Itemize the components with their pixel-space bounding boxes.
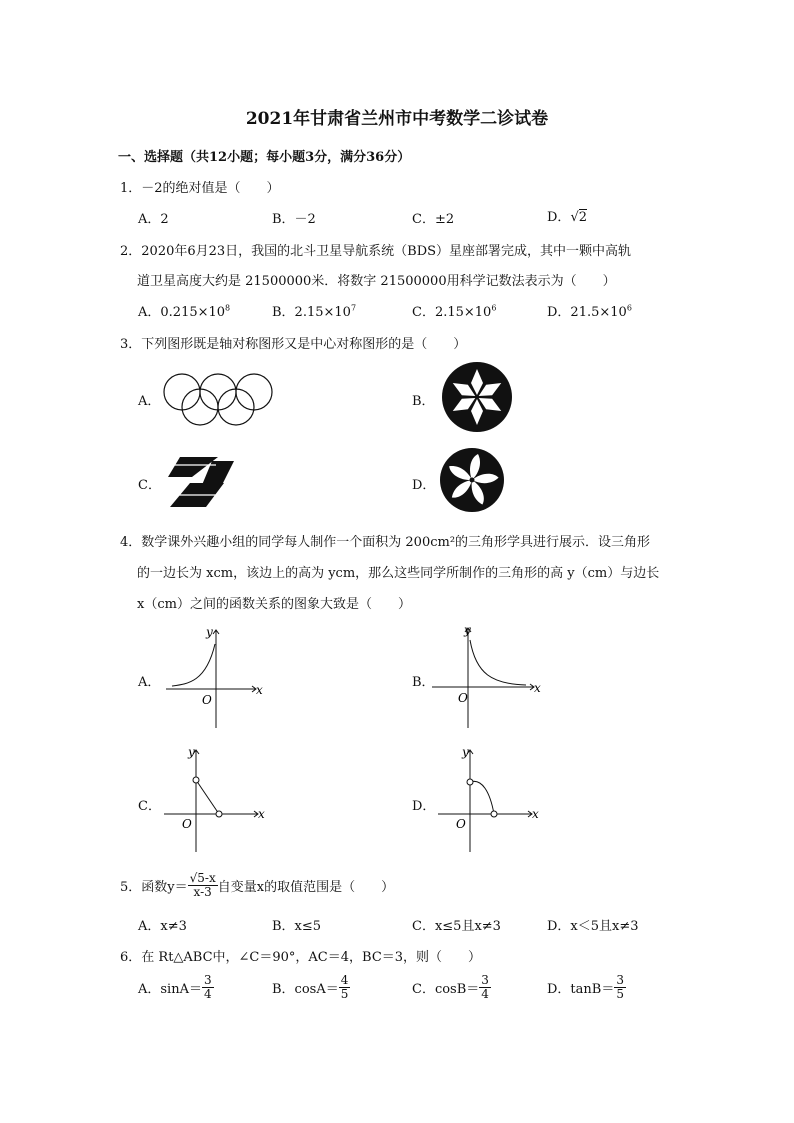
q3-label-b: B．: [412, 394, 435, 409]
q4-label-c: C．: [138, 799, 161, 814]
q5-stem: 5．函数y＝ $\frac{√5-x}{x-3}$ 自变量x的取值范围是（ ）: [120, 871, 395, 899]
q3-label-a: A．: [138, 394, 161, 409]
q4-label-b: B．: [412, 675, 435, 690]
graph-b-y-label: y: [464, 623, 471, 637]
q6-option-a: A．sinA＝ $\frac{3}{4}$: [138, 973, 212, 1001]
graph-d-open-point: [467, 779, 473, 785]
q2-line1: 2．2020年6月23日，我国的北斗卫星导航系统（BDS）星座部署完成，其中一颗中高轨: [120, 244, 632, 259]
q5-option-b: B．x≤5: [272, 919, 322, 934]
q1-option-d: D．√2: [547, 210, 588, 225]
q6-option-c: C．cosB＝ $\frac{3}{4}$: [412, 973, 489, 1001]
graph-b: [430, 622, 545, 732]
section-heading: 一、选择题（共12小题；每小题3分，满分36分）: [118, 150, 411, 165]
s-logo-figure: [162, 455, 240, 510]
q5-option-a: A．x≠3: [138, 919, 187, 934]
graph-a: [158, 624, 268, 730]
q4-label-d: D．: [412, 799, 436, 814]
page-title: 2021年甘肃省兰州市中考数学二诊试卷: [245, 109, 549, 129]
q5-fraction: $\frac{√5-x}{x-3}$: [189, 871, 216, 899]
graph-d-open-point: [491, 811, 497, 817]
q2-option-d: D．$21.5\times 10^6$: [547, 303, 632, 320]
graph-d-x-label: x: [532, 807, 539, 821]
q3-stem: 3．下列图形既是轴对称图形又是中心对称图形的是（ ）: [120, 337, 467, 352]
graph-a-y-label: y: [206, 625, 213, 639]
bauhinia-flower-figure: [438, 446, 506, 514]
q1-option-a: A．2: [138, 212, 169, 227]
sqrt-icon: √: [570, 210, 579, 225]
q6-option-d: D．tanB＝ $\frac{3}{5}$: [547, 973, 624, 1001]
q1-option-c: C．±2: [412, 212, 455, 227]
hexagram-diamond-figure: [440, 360, 514, 434]
q6-stem: 6．在 Rt△ABC中，∠C＝90°，AC＝4，BC＝3，则（ ）: [120, 950, 482, 965]
q4-label-a: A．: [138, 675, 161, 690]
q1-stem: 1．－2的绝对值是（ ）: [120, 181, 280, 196]
graph-b-x-label: x: [534, 681, 541, 695]
q2-option-c: C．$2.15\times 10^6$: [412, 303, 497, 320]
q5-option-d: D．x＜5且x≠3: [547, 919, 639, 934]
graph-a-origin: O: [202, 693, 212, 707]
q1-option-b: B．－2: [272, 212, 316, 227]
graph-c-open-point: [193, 777, 199, 783]
graph-c-x-label: x: [258, 807, 265, 821]
q4-line3: x（cm）之间的函数关系的图象大致是（ ）: [137, 597, 411, 612]
q5-option-c: C．x≤5且x≠3: [412, 919, 501, 934]
q4-line1: 4．数学课外兴趣小组的同学每人制作一个面积为 200cm²的三角形学具进行展示．设三角形: [120, 535, 651, 550]
graph-c: [162, 744, 272, 854]
graph-b-origin: O: [458, 691, 468, 705]
q2-option-a: A．$0.215\times 10^8$: [138, 303, 231, 320]
q4-line2: 的一边长为 xcm，该边上的高为 ycm，那么这些同学所制作的三角形的高 y（cm）与边长: [137, 566, 660, 581]
graph-d: [436, 744, 546, 856]
graph-c-y-label: y: [188, 745, 195, 759]
q3-label-d: D．: [412, 478, 436, 493]
graph-a-x-label: x: [256, 683, 263, 697]
graph-c-open-point: [216, 811, 222, 817]
graph-d-origin: O: [456, 817, 466, 831]
graph-c-origin: O: [182, 817, 192, 831]
q6-option-b: B．cosA＝ $\frac{4}{5}$: [272, 973, 349, 1001]
q2-option-b: B．$2.15\times 10^7$: [272, 303, 357, 320]
graph-d-y-label: y: [462, 745, 469, 759]
q2-line2: 道卫星高度大约是 21500000米．将数字 21500000用科学记数法表示为（ ）: [137, 274, 616, 289]
olympic-rings-figure: [160, 372, 275, 428]
q3-label-c: C．: [138, 478, 161, 493]
